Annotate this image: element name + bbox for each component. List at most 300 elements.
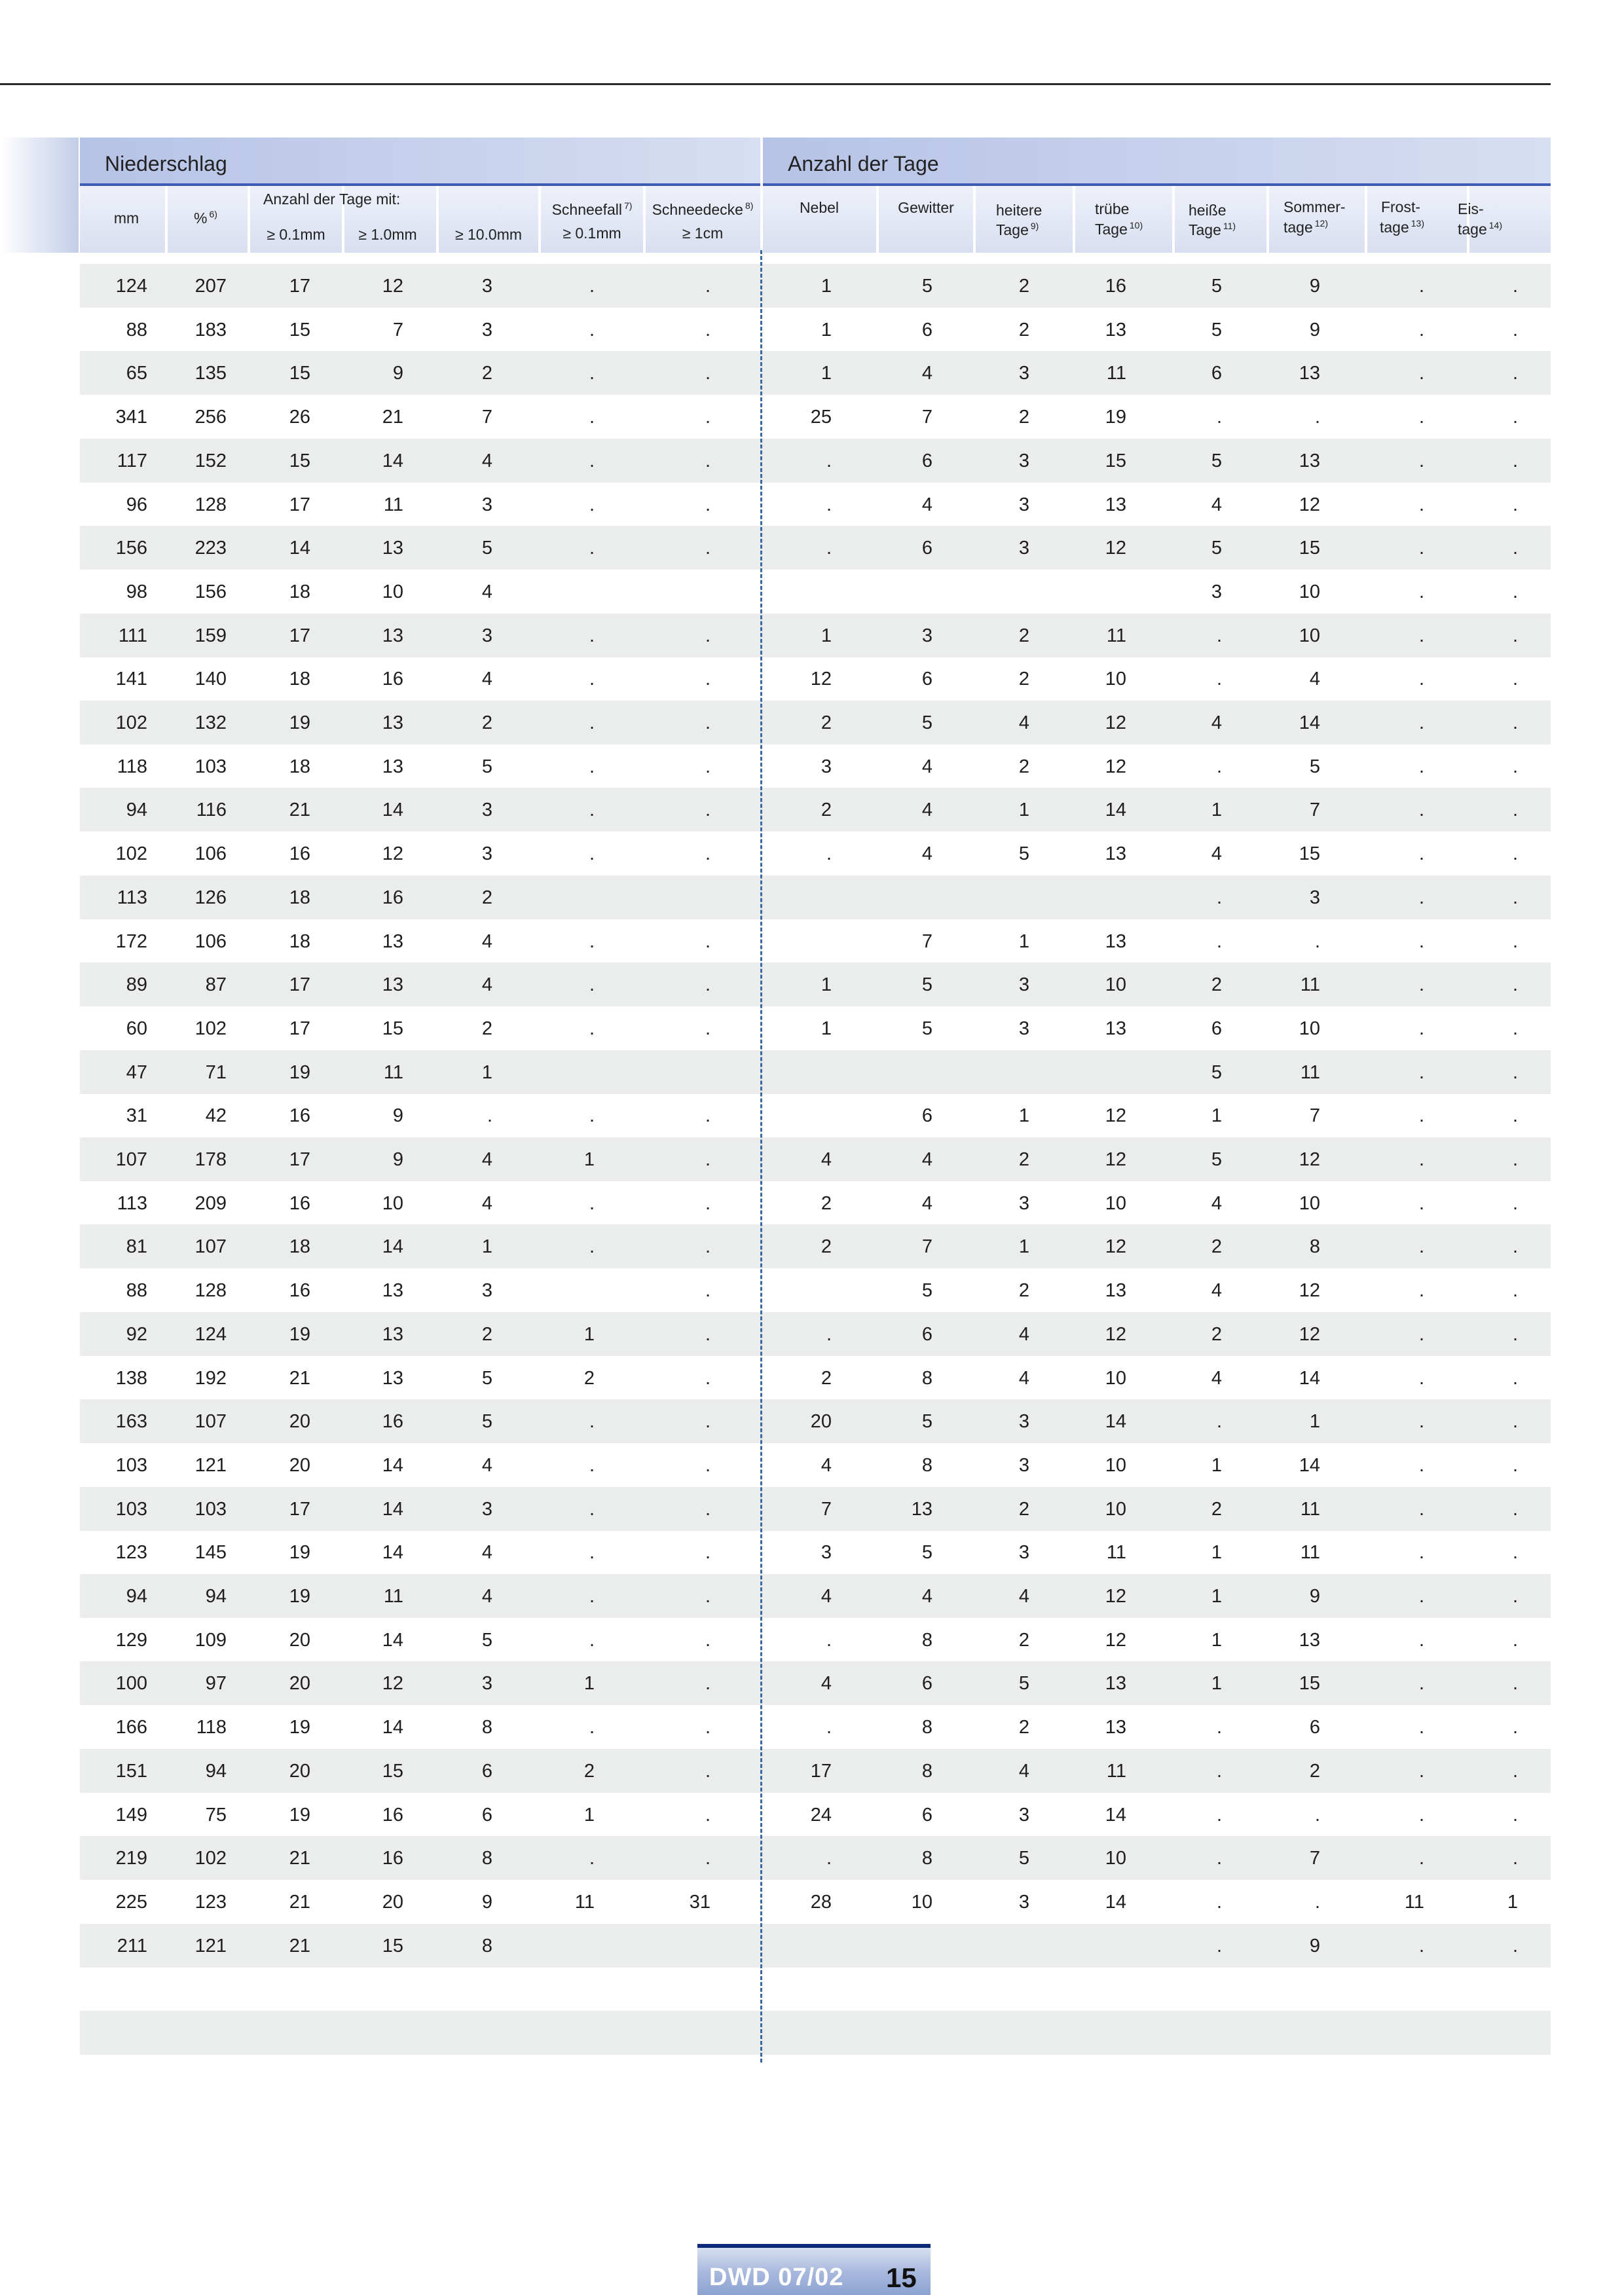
table-cell: 3 xyxy=(1018,363,1029,384)
table-row xyxy=(80,701,1551,744)
table-cell: . xyxy=(1512,1368,1518,1389)
table-cell: . xyxy=(1418,1936,1424,1956)
table-cell: . xyxy=(1512,974,1518,995)
table-cell: . xyxy=(705,931,710,952)
table-cell: 10 xyxy=(1299,581,1320,602)
table-cell: . xyxy=(1216,887,1222,908)
table-cell: . xyxy=(1512,407,1518,428)
colhead-ge100-label: ≥ 10.0mm xyxy=(454,226,523,243)
table-cell: . xyxy=(1418,1761,1424,1782)
table-cell: . xyxy=(1418,1717,1424,1738)
table-cell: 47 xyxy=(126,1062,147,1083)
table-cell: 5 xyxy=(1211,1149,1222,1170)
table-cell: 103 xyxy=(194,1499,227,1520)
table-cell: . xyxy=(1418,1673,1424,1694)
table-row xyxy=(80,2011,1551,2055)
table-cell: 7 xyxy=(821,1499,832,1520)
colhead-pct-text: % xyxy=(194,210,208,227)
header-anzahl-tage xyxy=(763,138,1551,183)
table-cell: 7 xyxy=(481,407,492,428)
table-cell: 4 xyxy=(921,843,932,864)
table-cell: 3 xyxy=(481,799,492,820)
table-cell: 1 xyxy=(481,1236,492,1257)
table-cell: 4 xyxy=(921,799,932,820)
table-cell: 2 xyxy=(1018,1717,1029,1738)
table-row xyxy=(80,570,1551,614)
table-cell: 13 xyxy=(382,974,403,995)
table-cell: 94 xyxy=(205,1761,227,1782)
table-cell: 16 xyxy=(382,669,403,689)
table-cell: . xyxy=(1512,1542,1518,1563)
table-cell: 5 xyxy=(481,1411,492,1432)
table-cell: 5 xyxy=(481,1630,492,1651)
table-cell: . xyxy=(1512,799,1518,820)
table-row xyxy=(80,1137,1551,1181)
table-cell: . xyxy=(705,320,710,340)
table-cell: 4 xyxy=(921,363,932,384)
table-cell: . xyxy=(1314,407,1320,428)
table-cell: . xyxy=(1216,1761,1222,1782)
table-cell: 2 xyxy=(1018,320,1029,340)
table-cell: 103 xyxy=(115,1455,147,1476)
table-cell: . xyxy=(1418,1324,1424,1345)
table-row xyxy=(80,1181,1551,1225)
table-cell: 4 xyxy=(1018,1761,1029,1782)
table-cell: 135 xyxy=(194,363,227,384)
table-cell: 156 xyxy=(194,581,227,602)
table-cell: 2 xyxy=(1018,1630,1029,1651)
table-cell: 98 xyxy=(126,581,147,602)
table-cell: . xyxy=(705,1805,710,1826)
table-cell: 9 xyxy=(1309,276,1320,297)
table-cell: 5 xyxy=(921,1018,932,1039)
table-cell: 88 xyxy=(126,1280,147,1301)
table-cell: . xyxy=(1216,625,1222,646)
table-cell: . xyxy=(1216,756,1222,777)
table-cell: 13 xyxy=(1105,1018,1126,1039)
colhead-eis-footnote: 14) xyxy=(1488,220,1502,230)
table-cell: . xyxy=(589,1105,595,1126)
table-cell: 92 xyxy=(126,1324,147,1345)
table-cell: 8 xyxy=(921,1368,932,1389)
table-cell: 11 xyxy=(1106,363,1126,384)
section-divider xyxy=(760,250,762,2063)
table-cell: 3 xyxy=(481,1280,492,1301)
colhead-nebel-label: Nebel xyxy=(799,199,840,216)
colhead-schneedecke xyxy=(646,186,760,253)
table-cell: 12 xyxy=(1105,1630,1126,1651)
table-cell: 15 xyxy=(1299,843,1320,864)
table-cell: . xyxy=(1418,1280,1424,1301)
table-cell: 11 xyxy=(383,1586,403,1607)
table-cell: . xyxy=(589,974,595,995)
table-cell: 94 xyxy=(205,1586,227,1607)
table-cell: 13 xyxy=(1105,1280,1126,1301)
table-cell: 13 xyxy=(1105,843,1126,864)
header-niederschlag xyxy=(80,138,760,183)
table-cell: 8 xyxy=(921,1848,932,1869)
table-cell: 5 xyxy=(921,276,932,297)
table-cell: . xyxy=(705,669,710,689)
table-cell: 11 xyxy=(383,494,403,515)
footer-badge xyxy=(697,2244,931,2295)
table-row xyxy=(80,1924,1551,1968)
colhead-eis-text2: tage xyxy=(1458,221,1487,238)
table-cell: 16 xyxy=(289,1105,310,1126)
table-row xyxy=(80,351,1551,395)
table-cell: . xyxy=(589,538,595,559)
table-cell: . xyxy=(1418,407,1424,428)
table-cell: 223 xyxy=(194,538,227,559)
table-cell: . xyxy=(589,1542,595,1563)
table-cell: 152 xyxy=(194,450,227,471)
colhead-ge01-label: ≥ 0.1mm xyxy=(267,226,325,243)
table-cell: 21 xyxy=(289,1892,310,1913)
table-cell: 14 xyxy=(1299,1455,1320,1476)
table-cell: 11 xyxy=(1106,1542,1126,1563)
table-cell: 6 xyxy=(1211,363,1222,384)
table-cell: 12 xyxy=(1105,1149,1126,1170)
table-cell: 21 xyxy=(289,1848,310,1869)
table-cell: . xyxy=(589,1499,595,1520)
table-row xyxy=(80,657,1551,701)
table-row xyxy=(80,395,1551,439)
table-cell: 15 xyxy=(289,450,310,471)
table-cell: 1 xyxy=(821,625,832,646)
table-cell: 14 xyxy=(1299,712,1320,733)
page-number: 15 xyxy=(886,2262,917,2293)
table-cell: 4 xyxy=(1309,669,1320,689)
table-cell: 5 xyxy=(1018,843,1029,864)
table-cell: 13 xyxy=(382,1368,403,1389)
table-cell: 14 xyxy=(382,1236,403,1257)
table-row xyxy=(80,919,1551,963)
table-cell: 3 xyxy=(481,1499,492,1520)
table-cell: . xyxy=(1418,1236,1424,1257)
table-row xyxy=(80,1093,1551,1137)
table-cell: . xyxy=(589,1848,595,1869)
table-cell: 6 xyxy=(481,1805,492,1826)
table-cell: 123 xyxy=(194,1892,227,1913)
table-cell: 3 xyxy=(1018,494,1029,515)
table-cell: 141 xyxy=(115,669,147,689)
table-cell: . xyxy=(1512,712,1518,733)
table-cell: 1 xyxy=(821,320,832,340)
table-cell: 1 xyxy=(1211,1673,1222,1694)
table-cell: . xyxy=(705,1411,710,1432)
table-cell: 4 xyxy=(481,931,492,952)
table-cell: . xyxy=(1512,363,1518,384)
table-cell: 219 xyxy=(115,1848,147,1869)
colhead-schneedecke-footnote: 8) xyxy=(745,200,754,211)
table-cell: 9 xyxy=(481,1892,492,1913)
table-cell: 11 xyxy=(1300,1062,1320,1083)
table-cell: 4 xyxy=(1211,712,1222,733)
table-row xyxy=(80,1487,1551,1531)
table-cell: . xyxy=(589,1455,595,1476)
table-cell: 6 xyxy=(921,320,932,340)
table-cell: . xyxy=(705,1105,710,1126)
table-cell: 14 xyxy=(382,450,403,471)
table-cell: 3 xyxy=(1018,538,1029,559)
table-cell: 13 xyxy=(1105,1673,1126,1694)
table-cell: . xyxy=(1418,1455,1424,1476)
table-cell: 12 xyxy=(1299,1149,1320,1170)
table-cell: 8 xyxy=(481,1717,492,1738)
table-cell: . xyxy=(1512,1805,1518,1826)
table-cell: . xyxy=(1418,1848,1424,1869)
table-cell: 18 xyxy=(289,1236,310,1257)
table-cell: . xyxy=(1512,494,1518,515)
table-cell: 17 xyxy=(289,494,310,515)
table-cell: 15 xyxy=(382,1936,403,1956)
table-cell: . xyxy=(705,1717,710,1738)
table-cell: 113 xyxy=(117,887,147,908)
table-cell: 94 xyxy=(126,1586,147,1607)
table-cell: 9 xyxy=(1309,1586,1320,1607)
table-cell: 15 xyxy=(289,363,310,384)
table-cell: 1 xyxy=(1018,1236,1029,1257)
table-cell: 116 xyxy=(196,799,227,820)
table-cell: 9 xyxy=(1309,1936,1320,1956)
colhead-heisse-line2 xyxy=(1189,223,1236,238)
table-cell: . xyxy=(1512,1630,1518,1651)
table-cell: . xyxy=(1512,1149,1518,1170)
table-cell: . xyxy=(589,625,595,646)
table-cell: 17 xyxy=(289,1018,310,1039)
colhead-heitere-footnote: 9) xyxy=(1030,221,1039,231)
table-cell: 19 xyxy=(289,1586,310,1607)
table-cell: 109 xyxy=(194,1630,227,1651)
colhead-pct-footnote: 6) xyxy=(209,209,217,219)
table-cell: . xyxy=(705,974,710,995)
table-cell: 10 xyxy=(382,581,403,602)
table-row xyxy=(80,832,1551,875)
table-cell: 19 xyxy=(289,1324,310,1345)
table-cell: . xyxy=(1418,799,1424,820)
table-cell: 1 xyxy=(1211,1542,1222,1563)
table-cell: 4 xyxy=(921,1586,932,1607)
colhead-tage-mit-label: Anzahl der Tage mit: xyxy=(263,191,401,208)
table-cell: 94 xyxy=(126,799,147,820)
table-cell: . xyxy=(1512,1324,1518,1345)
table-cell: 1 xyxy=(821,276,832,297)
table-cell: . xyxy=(589,363,595,384)
table-cell: 10 xyxy=(1105,1499,1126,1520)
table-cell: 1 xyxy=(1211,799,1222,820)
colhead-heisse-text2: Tage xyxy=(1189,221,1221,238)
table-cell: 3 xyxy=(1309,887,1320,908)
table-cell: 13 xyxy=(382,1280,403,1301)
table-cell: . xyxy=(1512,1761,1518,1782)
table-cell: 12 xyxy=(1105,1586,1126,1607)
table-cell: 6 xyxy=(921,1105,932,1126)
table-row xyxy=(80,308,1551,352)
table-cell: 15 xyxy=(1299,1673,1320,1694)
table-cell: . xyxy=(1512,1411,1518,1432)
table-cell: 75 xyxy=(205,1805,227,1826)
table-cell: . xyxy=(705,1018,710,1039)
table-cell: . xyxy=(1512,1936,1518,1956)
colhead-gewitter-label: Gewitter xyxy=(898,199,954,216)
table-cell: 13 xyxy=(911,1499,932,1520)
table-row xyxy=(80,963,1551,1006)
table-cell: 5 xyxy=(481,756,492,777)
table-cell: 183 xyxy=(194,320,227,340)
table-cell: 19 xyxy=(289,712,310,733)
table-cell: . xyxy=(1216,1848,1222,1869)
table-cell: 138 xyxy=(115,1368,147,1389)
table-cell: 10 xyxy=(1105,974,1126,995)
table-cell: 2 xyxy=(1309,1761,1320,1782)
table-cell: 2 xyxy=(1018,1499,1029,1520)
table-cell: 12 xyxy=(1299,1280,1320,1301)
table-cell: 5 xyxy=(921,1411,932,1432)
table-cell: 31 xyxy=(126,1105,147,1126)
table-cell: . xyxy=(1216,1892,1222,1913)
colhead-heitere-text2: Tage xyxy=(996,221,1029,238)
table-cell: 12 xyxy=(1299,494,1320,515)
table-cell: 4 xyxy=(481,1542,492,1563)
table-cell: 6 xyxy=(921,538,932,559)
colhead-eis xyxy=(1469,186,1551,253)
table-cell: 118 xyxy=(196,1717,227,1738)
table-cell: 1 xyxy=(583,1673,595,1694)
table-cell: 21 xyxy=(289,1936,310,1956)
table-cell: . xyxy=(1512,1280,1518,1301)
table-cell: 10 xyxy=(1299,1018,1320,1039)
table-cell: . xyxy=(1512,1848,1518,1869)
table-row xyxy=(80,483,1551,526)
table-cell: 2 xyxy=(583,1761,595,1782)
table-cell: . xyxy=(705,1324,710,1345)
table-cell: 11 xyxy=(574,1892,595,1913)
table-cell: . xyxy=(1512,1193,1518,1214)
table-cell: 4 xyxy=(481,1586,492,1607)
table-cell: 14 xyxy=(382,1499,403,1520)
table-cell: 149 xyxy=(115,1805,147,1826)
colhead-schneefall-label xyxy=(552,202,633,217)
table-cell: 124 xyxy=(194,1324,227,1345)
table-cell: 102 xyxy=(194,1018,227,1039)
table-cell: . xyxy=(826,1717,832,1738)
table-cell: . xyxy=(826,1630,832,1651)
table-cell: . xyxy=(705,1280,710,1301)
table-cell: 100 xyxy=(115,1673,147,1694)
table-cell: 11 xyxy=(1106,625,1126,646)
table-cell: 3 xyxy=(481,494,492,515)
table-cell: 1 xyxy=(583,1324,595,1345)
top-rule xyxy=(0,83,1551,85)
table-cell: 24 xyxy=(810,1805,832,1826)
header-anzahl-tage-label: Anzahl der Tage xyxy=(788,152,939,175)
colhead-heisse xyxy=(1175,186,1266,253)
table-cell: 13 xyxy=(382,625,403,646)
table-cell: . xyxy=(705,1193,710,1214)
footer-label: DWD 07/02 xyxy=(709,2264,844,2291)
table-cell: . xyxy=(589,756,595,777)
table-cell: 15 xyxy=(382,1761,403,1782)
table-cell: . xyxy=(589,669,595,689)
table-cell: 8 xyxy=(921,1630,932,1651)
table-cell: 14 xyxy=(1105,1805,1126,1826)
table-cell: . xyxy=(1418,276,1424,297)
table-cell: 12 xyxy=(1299,1324,1320,1345)
table-row xyxy=(80,1006,1551,1050)
table-row xyxy=(80,788,1551,832)
colhead-heisse-line1: heiße xyxy=(1189,202,1227,219)
table-cell: 18 xyxy=(289,887,310,908)
table-row xyxy=(80,1661,1551,1705)
table-cell: . xyxy=(589,1586,595,1607)
table-cell: 13 xyxy=(1105,931,1126,952)
table-cell: . xyxy=(589,712,595,733)
table-cell: 3 xyxy=(481,320,492,340)
table-cell: 4 xyxy=(921,756,932,777)
table-cell: 19 xyxy=(289,1717,310,1738)
table-cell: . xyxy=(1418,1149,1424,1170)
table-cell: . xyxy=(826,538,832,559)
table-row xyxy=(80,526,1551,570)
table-cell: 3 xyxy=(481,843,492,864)
table-cell: 151 xyxy=(115,1761,147,1782)
table-cell: . xyxy=(1418,581,1424,602)
table-cell: 2 xyxy=(1211,1236,1222,1257)
table-cell: . xyxy=(705,1368,710,1389)
table-cell: 123 xyxy=(115,1542,147,1563)
table-cell: 124 xyxy=(115,276,147,297)
table-cell: . xyxy=(1512,320,1518,340)
table-cell: 21 xyxy=(382,407,403,428)
table-cell: 17 xyxy=(289,625,310,646)
table-cell: 2 xyxy=(481,1324,492,1345)
table-cell: . xyxy=(1418,625,1424,646)
table-cell: 10 xyxy=(1105,1368,1126,1389)
table-cell: 6 xyxy=(921,1324,932,1345)
colhead-schneedecke-label xyxy=(652,202,754,217)
table-cell: 225 xyxy=(115,1892,147,1913)
table-row xyxy=(80,744,1551,788)
table-cell: 10 xyxy=(911,1892,932,1913)
table-cell: 4 xyxy=(921,1193,932,1214)
table-row xyxy=(80,1443,1551,1487)
table-row xyxy=(80,1793,1551,1837)
table-cell: 12 xyxy=(1105,1236,1126,1257)
table-cell: 113 xyxy=(117,1193,147,1214)
colhead-eis-line1: Eis- xyxy=(1458,200,1484,217)
table-cell: 111 xyxy=(118,625,147,646)
table-cell: . xyxy=(705,843,710,864)
table-row xyxy=(80,614,1551,657)
table-cell: 4 xyxy=(821,1673,832,1694)
colhead-ge10-label: ≥ 1.0mm xyxy=(358,226,417,243)
table-cell: . xyxy=(1216,407,1222,428)
table-cell: 145 xyxy=(194,1542,227,1563)
table-cell: . xyxy=(1418,931,1424,952)
table-cell: 10 xyxy=(1105,1455,1126,1476)
colhead-pct-label xyxy=(194,211,217,226)
table-cell: 16 xyxy=(382,1848,403,1869)
table-cell: 11 xyxy=(1106,1761,1126,1782)
table-cell: . xyxy=(589,843,595,864)
table-cell: 5 xyxy=(1309,756,1320,777)
table-cell: 17 xyxy=(289,1499,310,1520)
table-cell: 26 xyxy=(289,407,310,428)
table-cell: 81 xyxy=(126,1236,147,1257)
table-cell: . xyxy=(705,799,710,820)
table-row xyxy=(80,1967,1551,2011)
table-cell: 102 xyxy=(115,843,147,864)
